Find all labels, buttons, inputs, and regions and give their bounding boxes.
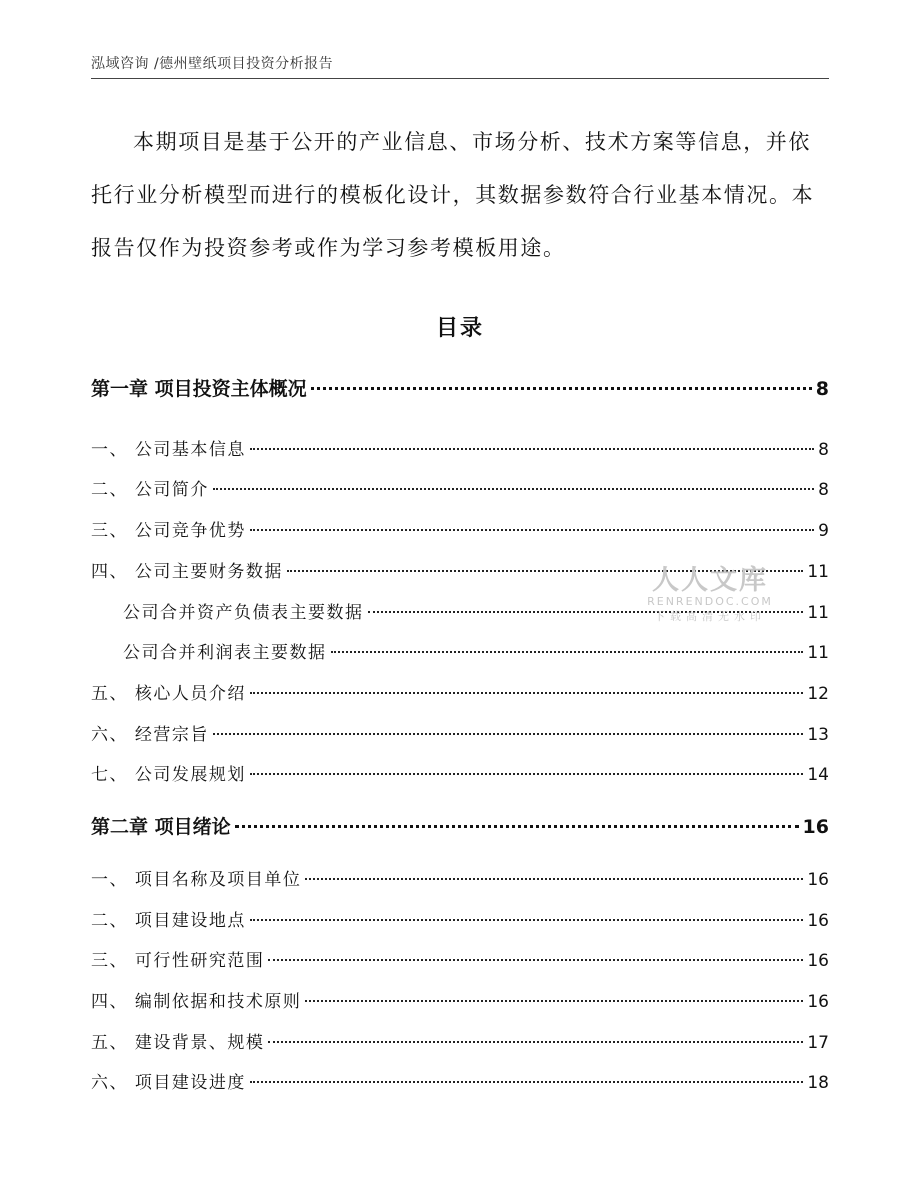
toc-chapter-2[interactable] — [91, 812, 829, 840]
toc-label: 三、 可行性研究范围 — [91, 951, 265, 971]
watermark-logo — [645, 558, 775, 624]
header-divider — [91, 78, 829, 79]
toc-entry[interactable] — [91, 946, 829, 974]
toc-leader — [250, 692, 803, 694]
watermark-subtitle: 下载高清无水印 — [654, 610, 766, 623]
toc-page-number: 16 — [807, 951, 829, 971]
toc-page-number: 11 — [807, 643, 829, 663]
toc-leader — [305, 878, 803, 880]
toc-page-number: 16 — [807, 911, 829, 931]
toc-entry[interactable] — [91, 865, 829, 893]
toc-entry[interactable] — [91, 638, 829, 666]
toc-leader — [250, 529, 814, 531]
toc-leader — [250, 448, 814, 450]
toc-entry[interactable] — [91, 906, 829, 934]
toc-entry[interactable] — [91, 1028, 829, 1056]
toc-label: 二、 项目建设地点 — [91, 911, 246, 931]
toc-label: 公司合并利润表主要数据 — [123, 643, 327, 663]
toc-entry[interactable] — [91, 435, 829, 463]
toc-page-number: 16 — [807, 992, 829, 1012]
toc-entry[interactable] — [91, 679, 829, 707]
toc-leader — [250, 773, 803, 775]
toc-leader — [213, 488, 814, 490]
toc-label: 七、 公司发展规划 — [91, 765, 246, 785]
toc-label: 一、 项目名称及项目单位 — [91, 870, 302, 890]
toc-entry[interactable] — [91, 987, 829, 1015]
toc-title: 目录 — [435, 316, 484, 341]
toc-page-number: 17 — [807, 1033, 829, 1053]
toc-page-number: 11 — [807, 562, 829, 582]
toc-page-number: 8 — [818, 440, 829, 460]
toc-label: 六、 经营宗旨 — [91, 725, 209, 745]
toc-page-number: 11 — [807, 603, 829, 623]
toc-label: 第一章 项目投资主体概况 — [91, 378, 307, 400]
toc-entry[interactable] — [91, 760, 829, 788]
toc-label: 公司合并资产负债表主要数据 — [123, 603, 364, 623]
intro-paragraph: 本期项目是基于公开的产业信息、市场分析、技术方案等信息，并依托行业分析模型而进行的模板化设计，其数据参数符合行业基本情况。本报告仅作为投资参考或作为学习参考模板用途。 — [91, 130, 815, 260]
toc-page-number: 16 — [802, 816, 829, 838]
toc-label: 一、 公司基本信息 — [91, 440, 246, 460]
toc-label: 三、 公司竞争优势 — [91, 521, 246, 541]
page-header: 泓域咨询 /德州壁纸项目投资分析报告 — [91, 56, 334, 72]
toc-entry[interactable] — [91, 1068, 829, 1096]
toc-leader — [235, 825, 799, 828]
toc-entry[interactable] — [91, 720, 829, 748]
toc-page-number: 12 — [807, 684, 829, 704]
toc-page-number: 8 — [815, 378, 829, 400]
toc-page-number: 8 — [818, 480, 829, 500]
toc-label: 五、 核心人员介绍 — [91, 684, 246, 704]
toc-leader — [268, 959, 803, 961]
toc-entry[interactable] — [91, 516, 829, 544]
toc-leader — [250, 1081, 803, 1083]
toc-label: 六、 项目建设进度 — [91, 1073, 246, 1093]
toc-label: 四、 公司主要财务数据 — [91, 562, 283, 582]
toc-leader — [311, 387, 812, 390]
watermark-title: 人人文库 — [652, 565, 768, 596]
toc-label: 四、 编制依据和技术原则 — [91, 992, 302, 1012]
toc-label: 二、 公司简介 — [91, 480, 209, 500]
toc-leader — [250, 919, 803, 921]
toc-page-number: 13 — [807, 725, 829, 745]
toc-page-number: 18 — [807, 1073, 829, 1093]
toc-label: 第二章 项目绪论 — [91, 816, 231, 838]
toc-label: 五、 建设背景、规模 — [91, 1033, 265, 1053]
toc-page-number: 16 — [807, 870, 829, 890]
toc-page-number: 14 — [807, 765, 829, 785]
toc-leader — [305, 1000, 803, 1002]
toc-page-number: 9 — [818, 521, 829, 541]
toc-leader — [268, 1041, 803, 1043]
toc-leader — [213, 733, 803, 735]
toc-chapter-1[interactable] — [91, 374, 829, 402]
toc-entry[interactable] — [91, 475, 829, 503]
watermark-url: RENRENDOC.COM — [647, 595, 773, 608]
toc-leader — [331, 651, 804, 653]
